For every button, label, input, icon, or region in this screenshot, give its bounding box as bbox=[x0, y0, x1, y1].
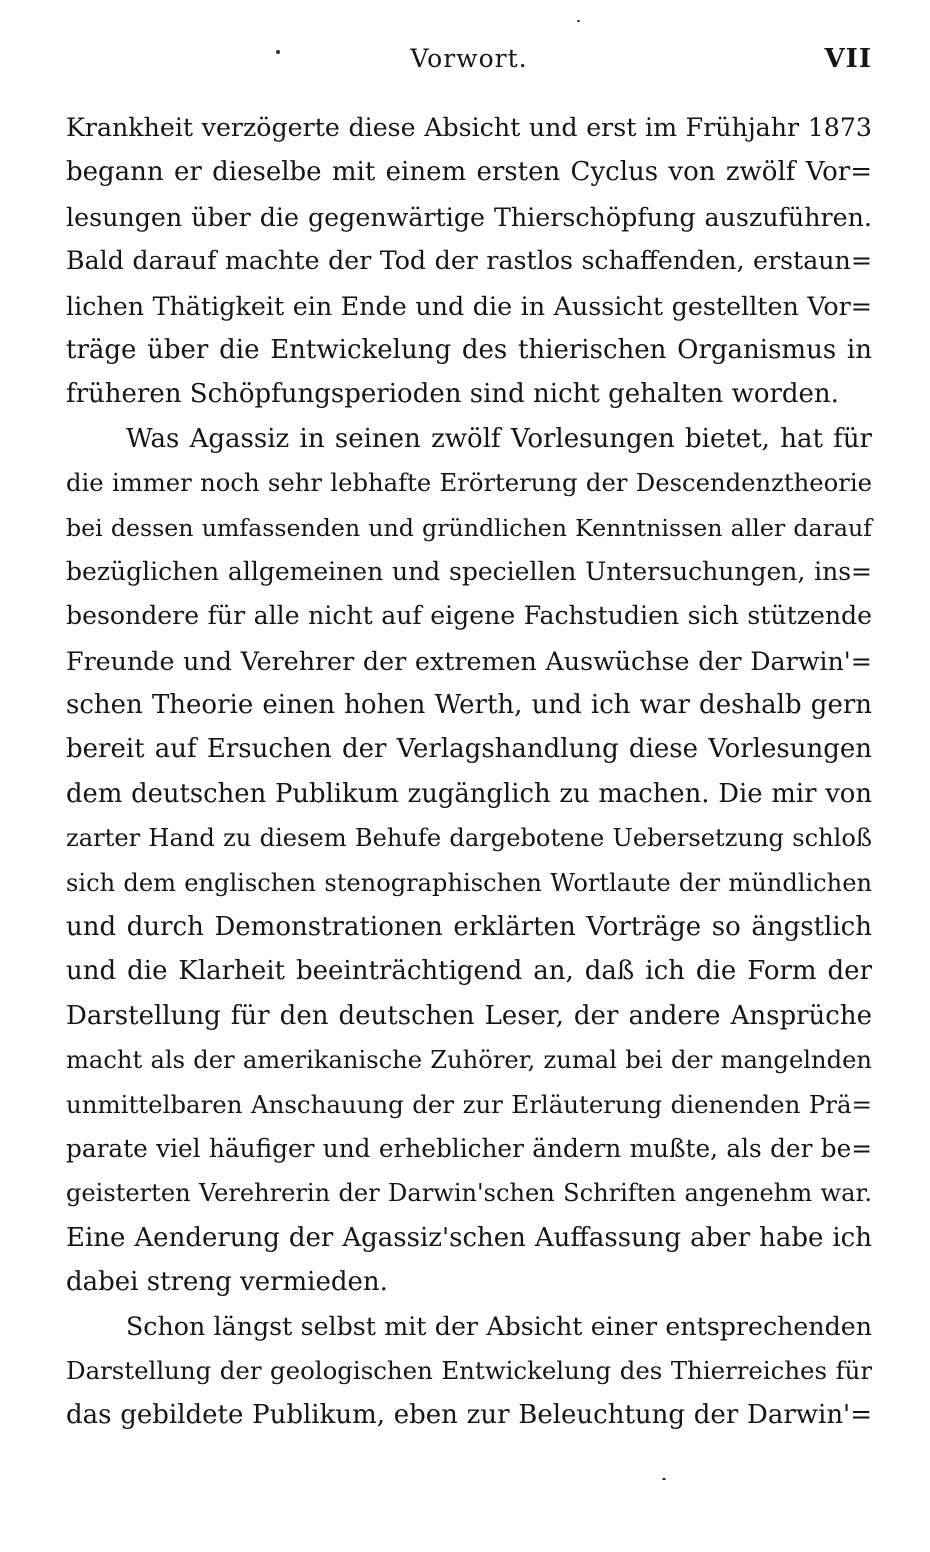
text-line: Was Agassiz in seinen zwölf Vorlesungen bietet, hat für bbox=[126, 423, 872, 454]
body-text bbox=[66, 106, 872, 1438]
text-line: lesungen über die gegenwärtige Thierschöpfung auszuführen. bbox=[66, 201, 872, 232]
text-line: besondere für alle nicht auf eigene Fachstudien sich stützende bbox=[66, 601, 872, 631]
text-line: bezüglichen allgemeinen und speciellen Untersuchungen, ins= bbox=[66, 556, 872, 586]
text-line: und die Klarheit beeinträchtigend an, daß ich die Form der bbox=[66, 956, 872, 987]
paragraph-3 bbox=[66, 1305, 872, 1438]
text-line: Darstellung für den deutschen Leser, der andere Ansprüche bbox=[66, 1000, 872, 1031]
running-title: Vorwort. bbox=[410, 44, 528, 73]
text-line: früheren Schöpfungsperioden sind nicht gehalten worden. bbox=[66, 379, 839, 410]
text-line: macht als der amerikanische Zuhörer, zumal bei der mangelnden bbox=[66, 1046, 872, 1075]
text-line: bei dessen umfassenden und gründlichen Kenntnissen aller darauf bbox=[66, 513, 872, 542]
text-line: schen Theorie einen hohen Werth, und ich war deshalb gern bbox=[66, 690, 872, 721]
text-line: Krankheit verzögerte diese Absicht und erst im Frühjahr 1873 bbox=[66, 113, 872, 142]
text-line: Darstellung der geologischen Entwickelung des Thierreiches für bbox=[66, 1355, 872, 1385]
text-line: geisterten Verehrerin der Darwin'schen Schriften angenehm war. bbox=[66, 1179, 872, 1208]
text-line: Eine Aenderung der Agassiz'schen Auffassung aber habe ich bbox=[66, 1222, 872, 1253]
text-line: Freunde und Verehrer der extremen Auswüchse der Darwin'= bbox=[66, 645, 872, 676]
text-line: die immer noch sehr lebhafte Erörterung der Descendenztheorie bbox=[66, 468, 872, 498]
print-speck bbox=[577, 20, 580, 22]
text-line: Bald darauf machte der Tod der rastlos schaffenden, erstaun= bbox=[66, 246, 872, 276]
text-line: parate viel häufiger und erheblicher ändern mußte, als der be= bbox=[66, 1133, 872, 1163]
text-line: das gebildete Publikum, eben zur Beleuchtung der Darwin'= bbox=[66, 1400, 872, 1431]
paragraph-2 bbox=[66, 417, 872, 1305]
text-line: unmittelbaren Anschauung der zur Erläuterung dienenden Prä= bbox=[66, 1089, 872, 1119]
page-header bbox=[66, 44, 872, 84]
text-line: zarter Hand zu diesem Behufe dargebotene Uebersetzung schloß bbox=[66, 824, 872, 853]
text-line: dem deutschen Publikum zugänglich zu machen. Die mir von bbox=[66, 778, 872, 809]
paragraph-1 bbox=[66, 106, 872, 417]
text-line: bereit auf Ersuchen der Verlagshandlung diese Vorlesungen bbox=[66, 734, 872, 765]
text-line: und durch Demonstrationen erklärten Vorträge so ängstlich bbox=[66, 912, 872, 943]
text-line: Schon längst selbst mit der Absicht einer entsprechenden bbox=[126, 1311, 872, 1341]
text-line: begann er dieselbe mit einem ersten Cyclus von zwölf Vor= bbox=[66, 157, 872, 188]
text-line: dabei streng vermieden. bbox=[66, 1267, 388, 1298]
text-line: sich dem englischen stenographischen Wortlaute der mündlichen bbox=[66, 868, 872, 897]
text-line: lichen Thätigkeit ein Ende und die in Aussicht gestellten Vor= bbox=[66, 290, 872, 321]
print-speck bbox=[662, 1478, 666, 1480]
text-line: träge über die Entwickelung des thierischen Organismus in bbox=[66, 334, 872, 365]
page-number: VII bbox=[824, 44, 872, 74]
